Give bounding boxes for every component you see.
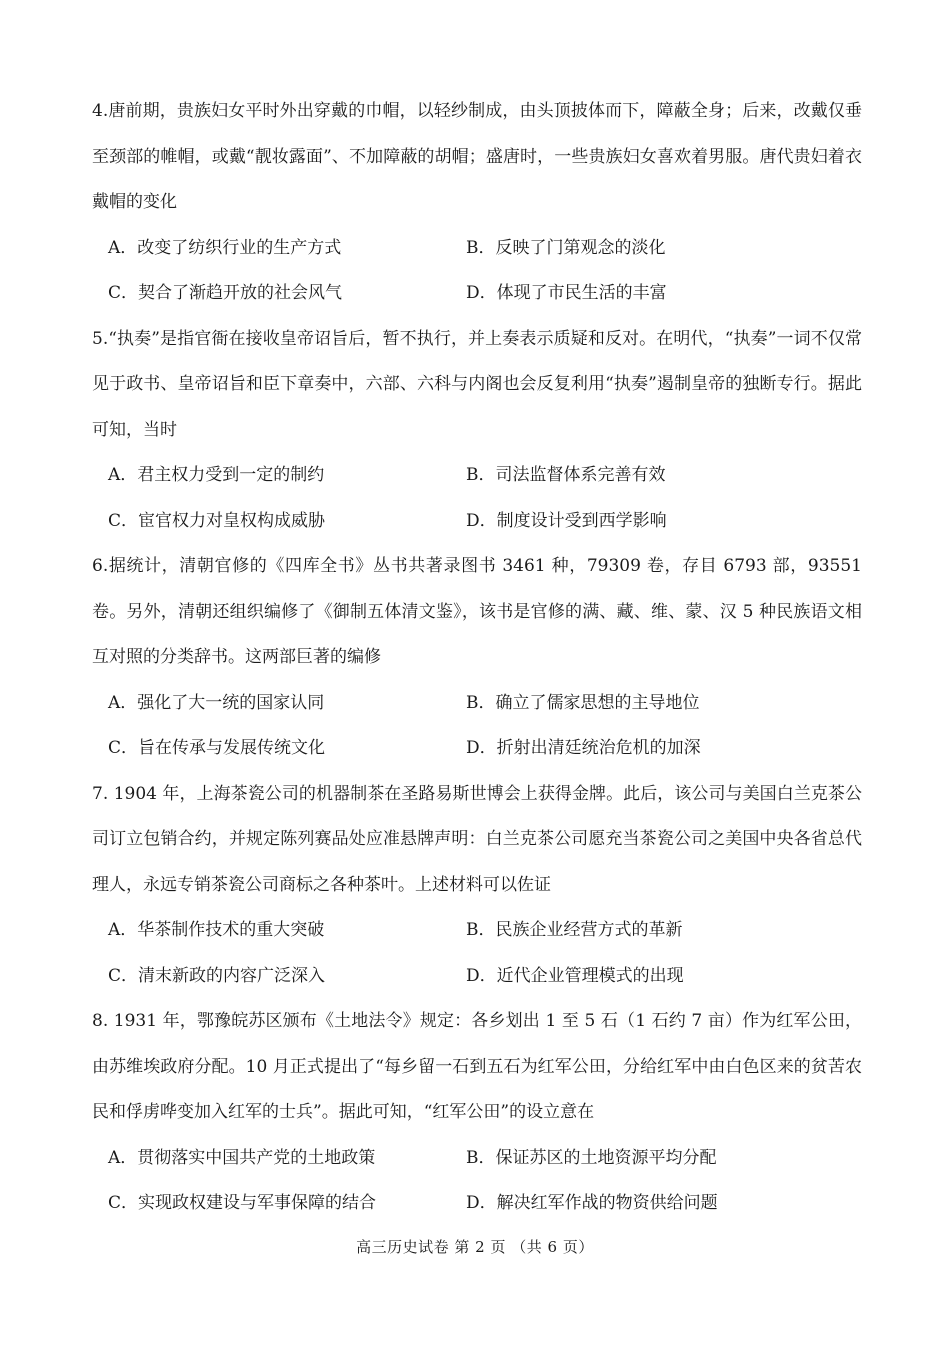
option-b: B．保证苏区的土地资源平均分配 <box>466 1147 717 1168</box>
option-a: A．君主权力受到一定的制约 <box>108 465 325 485</box>
option-c: C．契合了渐趋开放的社会风气 <box>108 283 343 303</box>
option-d: D．体现了市民生活的丰富 <box>466 283 667 303</box>
question-6 <box>92 544 862 772</box>
question-list <box>92 89 862 1227</box>
option-grid <box>108 1136 862 1227</box>
option-c: C．宦官权力对皇权构成威胁 <box>108 510 326 531</box>
option-b: B．反映了门第观念的淡化 <box>466 237 666 258</box>
question-5 <box>92 317 862 545</box>
option-d: D．制度设计受到西学影响 <box>466 510 667 531</box>
question-stem: 4.唐前期，贵族妇女平时外出穿戴的巾帽，以轻纱制成，由头顶披体而下，障蔽全身；后来，改戴仅垂至颈部的帷帽，或戴“靓妆露面”、不加障蔽的胡帽；盛唐时，一些贵族妇女喜欢着男服。唐代贵妇着衣戴帽的变化 <box>92 101 862 212</box>
option-c: C．旨在传承与发展传统文化 <box>108 738 326 758</box>
question-7 <box>92 772 862 1000</box>
question-stem: 6.据统计，清朝官修的《四库全书》丛书共著录图书 3461 种，79309 卷，存目 6793 部，93551 卷。另外，清朝还组织编修了《御制五体清文鉴》，该书是官修的满、藏、维、蒙、汉 5 种民族语文相互对照的分类辞书。这两部巨著的编修 <box>92 556 862 667</box>
question-4 <box>92 89 862 317</box>
page-footer: 高三历史试卷 第 2 页 （共 6 页） <box>356 1238 594 1256</box>
option-b: B．确立了儒家思想的主导地位 <box>466 692 700 713</box>
option-a: A．改变了纺织行业的生产方式 <box>108 237 342 258</box>
option-d: D．折射出清廷统治危机的加深 <box>466 738 701 758</box>
option-grid <box>108 908 862 999</box>
option-a: A．强化了大一统的国家认同 <box>108 692 325 713</box>
option-d: D．解决红军作战的物资供给问题 <box>466 1193 718 1213</box>
option-c: C．实现政权建设与军事保障的结合 <box>108 1193 377 1213</box>
option-grid <box>108 681 862 772</box>
option-grid <box>108 226 862 317</box>
question-stem: 8. 1931 年，鄂豫皖苏区颁布《土地法令》规定：各乡划出 1 至 5 石（1 石约 7 亩）作为红军公田，由苏维埃政府分配。10 月正式提出了“每乡留一石到五石为红军公田，分给红军中由白色区来的贫苦农民和俘虏哗变加入红军的士兵”。据此可知，“红军公田”的设立意在 <box>92 1011 862 1122</box>
question-stem: 7. 1904 年，上海茶瓷公司的机器制茶在圣路易斯世博会上获得金牌。此后，该公司与美国白兰克茶公司订立包销合约，并规定陈列赛品处应准悬牌声明：白兰克茶公司愿充当茶瓷公司之美国中央各省总代理人，永远专销茶瓷公司商标之各种茶叶。上述材料可以佐证 <box>92 783 862 895</box>
option-grid <box>108 453 862 544</box>
option-a: A．贯彻落实中国共产党的土地政策 <box>108 1147 376 1168</box>
option-a: A．华茶制作技术的重大突破 <box>108 920 325 940</box>
option-c: C．清末新政的内容广泛深入 <box>108 965 326 986</box>
question-stem: 5.“执奏”是指官衙在接收皇帝诏旨后，暂不执行，并上奏表示质疑和反对。在明代，“执奏”一词不仅常见于政书、皇帝诏旨和臣下章奏中，六部、六科与内阁也会反复利用“执奏”遏制皇帝的独断专行。据此可知，当时 <box>92 328 862 440</box>
question-8 <box>92 999 862 1227</box>
option-b: B．民族企业经营方式的革新 <box>466 920 683 940</box>
option-d: D．近代企业管理模式的出现 <box>466 965 684 986</box>
option-b: B．司法监督体系完善有效 <box>466 465 666 485</box>
